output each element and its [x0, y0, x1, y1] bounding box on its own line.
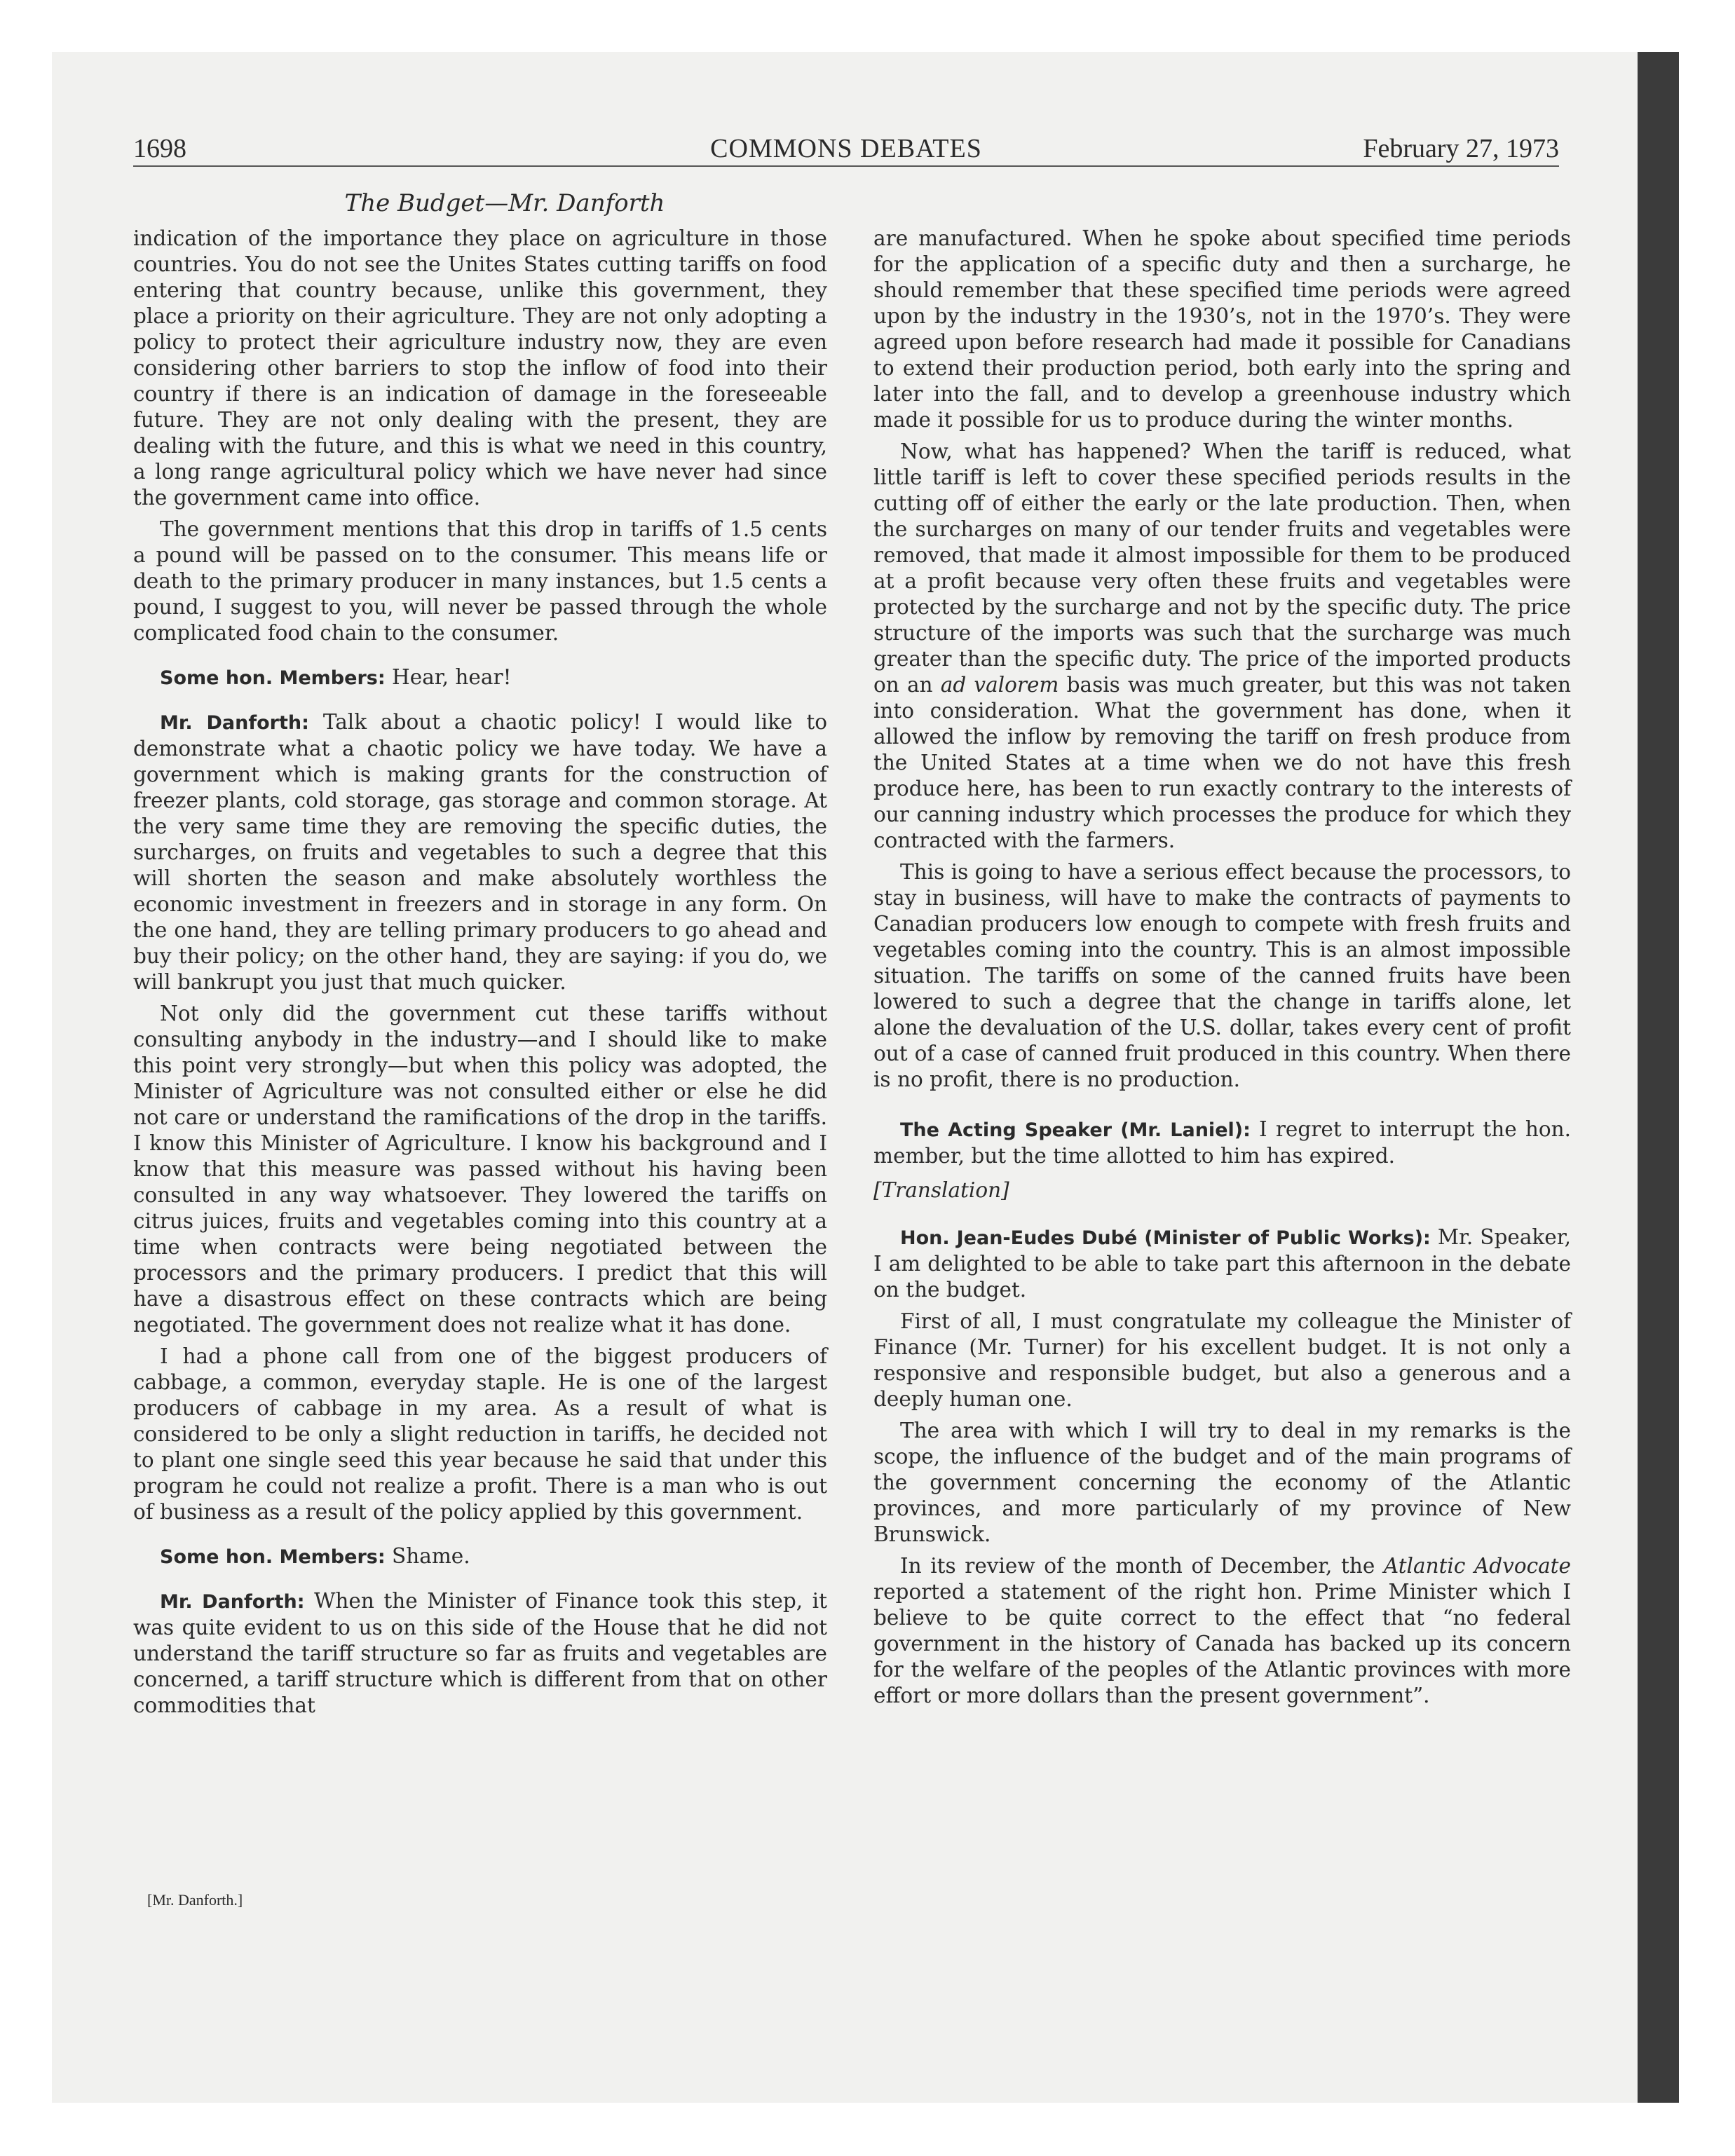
publication-title: Atlantic Advocate — [1383, 1554, 1571, 1578]
speech-text: Hear, hear! — [392, 665, 512, 689]
speaker-turn — [133, 1588, 827, 1719]
speaker-turn — [133, 1543, 827, 1570]
italic-term: ad valorem — [940, 673, 1059, 697]
speaker-turn — [873, 1117, 1571, 1169]
speaker-name: The Acting Speaker (Mr. Laniel): — [900, 1119, 1251, 1141]
issue-date: February 27, 1973 — [1363, 134, 1559, 163]
scan-binding-edge — [1638, 52, 1679, 2103]
paragraph: I had a phone call from one of the biggest producers of cabbage, a common, everyday staple. He is one of the largest producers of cabbage in my area. As a result of what is considered to be only a slight reduction in tariffs, he decided not to plant one single seed this year because he said that under this program he could not realize a profit. There is a man who is out of business as a result of the policy applied by this government. — [133, 1344, 827, 1524]
speaker-name: Hon. Jean-Eudes Dubé (Minister of Public Works): — [900, 1227, 1431, 1249]
speech-text: I regret to interrupt the hon. member, but the time allotted to him has expired. — [873, 1117, 1571, 1168]
paragraph: Not only did the government cut these tariffs without consulting anybody in the industry—and I should like to make this point very strongly—but when this policy was adopted, the Minister of Agriculture was not consulted either or else he did not care or understand the ramifications of the drop in the tariffs. I know this Minister of Agriculture. I know his background and I know that this measure was passed without his having been consulted in any way whatsoever. They lowered the tariffs on citrus juices, fruits and vegetables coming into this country at a time when contracts were being negotiated between the processors and the primary producers. I predict that this will have a disastrous effect on these contracts which are being negotiated. The government does not realize what it has done. — [133, 1002, 827, 1337]
paragraph: indication of the importance they place on agriculture in those countries. You do not see the Unites States cutting tariffs on food entering that country because, unlike this government, they place a priority on their agriculture. They are not only adopting a policy to protect their agriculture industry now, they are even considering other barriers to stop the inflow of food into their country if there is an indication of damage in the foreseeable future. They are not only dealing with the present, they are dealing with the future, and this is what we need in this country, a long range agricultural policy which we have never had since the government came into office. — [133, 226, 827, 510]
paragraph: This is going to have a serious effect because the processors, to stay in business, will have to make the contracts of payments to Canadian producers low enough to compete with fresh fruits and vegetables coming into the country. This is an almost impossible situation. The tariffs on some of the canned fruits have been lowered to such a degree that the change in tariffs alone, let alone the devaluation of the U.S. dollar, takes every cent of profit out of a case of canned fruit produced in this country. When there is no profit, there is no production. — [873, 860, 1571, 1091]
right-column — [873, 226, 1571, 1714]
paragraph: First of all, I must congratulate my colleague the Minister of Finance (Mr. Turner) for his excellent budget. It is not only a responsive and responsible budget, but also a generous and a deeply human one. — [873, 1309, 1571, 1411]
speaker-turn — [873, 1224, 1571, 1303]
speech-text: When the Minister of Finance took this step, it was quite evident to us on this side of the House that he did not understand the tariff structure so far as fruits and vegetables are concerned, a tariff structure which is different from that on other commodities that — [133, 1589, 827, 1717]
left-column — [133, 226, 827, 1724]
paragraph — [873, 439, 1571, 854]
speech-text: Talk about a chaotic policy! I would like to demonstrate what a chaotic policy we have today. We have a government which is making grants for the construction of freezer plants, cold storage, gas storage and common storage. At the very same time they are removing the specific duties, the surcharges, on fruits and vegetables to such a degree that this will shorten the season and make absolutely worthless the economic investment in freezers and in storage in any form. On the one hand, they are telling primary producers to go ahead and buy their policy; on the other hand, they are saying: if you do, we will bankrupt you just that much quicker. — [133, 710, 827, 994]
translation-note: [Translation] — [873, 1178, 1009, 1202]
speaker-name: Some hon. Members: — [160, 1546, 386, 1568]
speaker-name: Mr. Danforth: — [160, 712, 309, 734]
paragraph: are manufactured. When he spoke about specified time periods for the application of a specific duty and then a surcharge, he should remember that these specified time periods were agreed upon by the industry in the 1930’s, not in the 1970’s. They were agreed upon before research had made it possible for Canadians to extend their production period, both early into the spring and later into the fall, and to develop a greenhouse industry which made it possible for us to produce during the winter months. — [873, 226, 1571, 432]
subject-heading: The Budget—Mr. Danforth — [344, 189, 665, 217]
running-header — [133, 133, 1559, 167]
speaker-continuation-note: [Mr. Danforth.] — [147, 1891, 243, 1909]
paragraph: The area with which I will try to deal in my remarks is the scope, the influence of the budget and of the main programs of the government concerning the economy of the Atlantic provinces, and more particularly of my province of New Brunswick. — [873, 1419, 1571, 1546]
paragraph-text: basis was much greater, but this was not taken into consideration. What the government has done, when it allowed the inflow by removing the tariff on fresh produce from the United States at a time when we do not have this fresh produce here, has been to run exactly contrary to the interests of our canning industry which processes the produce for which they contracted with the farmers. — [873, 673, 1571, 852]
speech-text: Mr. Speaker, I am delighted to be able to take part this afternoon in the debate on the budget. — [873, 1225, 1571, 1302]
paragraph: The government mentions that this drop in tariffs of 1.5 cents a pound will be passed on to the consumer. This means life or death to the primary producer in many instances, but 1.5 cents a pound, I suggest to you, will never be passed through the whole complicated food chain to the consumer. — [133, 517, 827, 645]
paragraph — [873, 1553, 1571, 1709]
speech-text: Shame. — [392, 1544, 470, 1568]
journal-title: COMMONS DEBATES — [710, 134, 982, 163]
speaker-name: Mr. Danforth: — [160, 1591, 305, 1613]
speaker-turn — [133, 709, 827, 995]
speaker-turn — [133, 664, 827, 691]
speaker-name: Some hon. Members: — [160, 667, 386, 689]
paragraph-text: reported a statement of the right hon. Prime Minister which I believe to be quite correct to the effect that “no federal government in the history of Canada has backed up its concern for the welfare of the peoples of the Atlantic provinces with more effort or more dollars than the present government”. — [873, 1580, 1571, 1707]
page-number: 1698 — [133, 134, 186, 163]
paragraph-text: In its review of the month of December, the — [900, 1554, 1375, 1578]
paragraph-text: Now, what has happened? When the tariff is reduced, what little tariff is left to cover these specified periods results in the cutting off of either the early or the late production. Then, when the surcharges on many of our tender fruits and vegetables were removed, that made it almost impossible for them to be produced at a profit because very often these fruits and vegetables were protected by the surcharge and not by the specific duty. The price structure of the imports was such that the surcharge was much greater than the specific duty. The price of the imported products on an — [873, 439, 1571, 697]
